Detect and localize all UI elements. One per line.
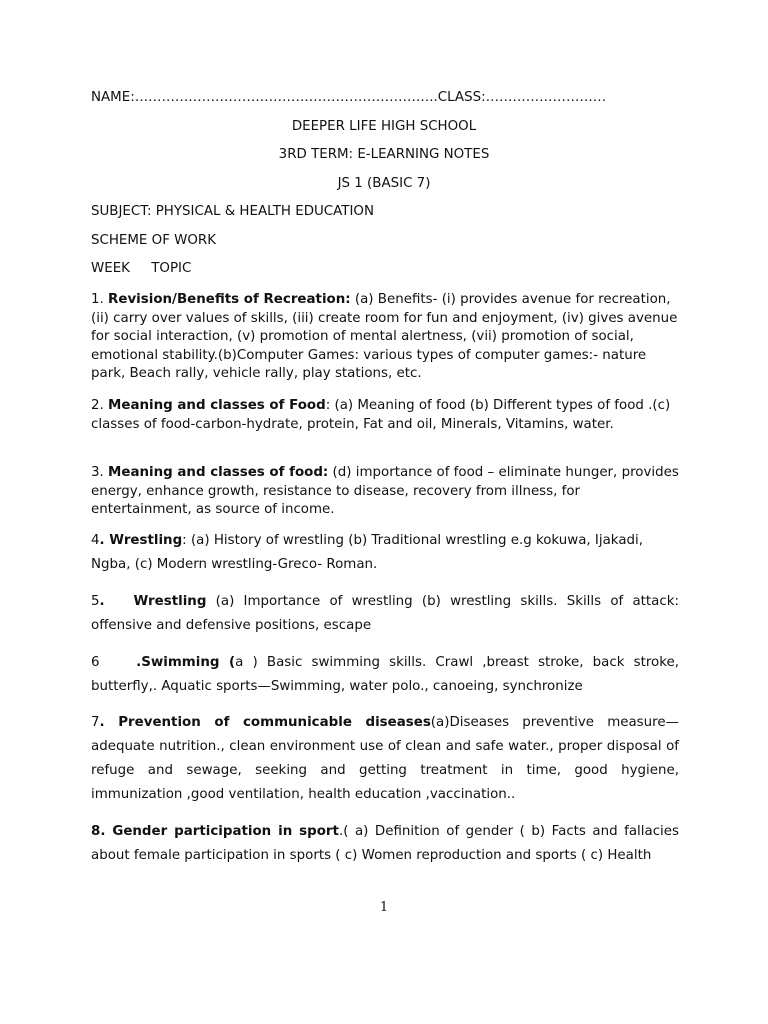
page-number: 1 xyxy=(379,900,389,915)
scheme-heading: SCHEME OF WORK xyxy=(91,233,217,248)
topic-item-4 xyxy=(91,529,679,577)
topic-number: 4 xyxy=(91,533,100,548)
class-title: JS 1 (BASIC 7) xyxy=(337,176,431,191)
topic-title: . Wrestling xyxy=(99,533,183,548)
topic-body: (a)Diseases preventive measure—adequate nutrition., clean environment use of clean and safe water., proper disposal of refuge and sewage, seeking and getting treatment in time, good hygiene, immunization ,good ventilation, health education ,vaccination.. xyxy=(91,715,679,802)
topic-number: 1. xyxy=(91,292,109,307)
topic-item-8 xyxy=(91,820,679,868)
topic-title: Meaning and classes of Food xyxy=(108,398,326,413)
topic-body: a ) Basic swimming skills. Crawl ,breast stroke, back stroke, butterfly,. Aquatic sports—Swimming, water polo., canoeing, synchronize xyxy=(91,655,680,694)
topic-number: 6 xyxy=(91,655,137,670)
topic-body: .( a) Definition of gender ( b) Facts and fallacies about female participation in sports ( c) Women reproduction and sports ( c) Health xyxy=(91,824,679,863)
topic-item-3 xyxy=(91,464,679,520)
topic-body: : (a) History of wrestling (b) Traditional wrestling e.g kokuwa, Ijakadi, Ngba, (c) Modern wrestling-Greco- Roman. xyxy=(91,533,644,572)
topic-number: 3. xyxy=(91,465,109,480)
term-title: 3RD TERM: E-LEARNING NOTES xyxy=(278,147,490,162)
topic-item-5 xyxy=(91,590,679,638)
school-name: DEEPER LIFE HIGH SCHOOL xyxy=(291,119,477,134)
topic-item-2 xyxy=(91,397,679,434)
topic-item-7 xyxy=(91,711,679,807)
topic-body: (a) Importance of wrestling (b) wrestling skills. Skills of attack: offensive and defensive positions, escape xyxy=(91,594,679,633)
topic-title: .Swimming ( xyxy=(136,655,236,670)
topic-item-1 xyxy=(91,291,679,384)
name-class-line: NAME:…………………………………………………………..CLASS:……………………… xyxy=(91,90,607,105)
topic-title: Meaning and classes of food: xyxy=(108,465,329,480)
topic-title: . Prevention of communicable diseases xyxy=(99,715,431,730)
topic-title: . Wrestling xyxy=(99,594,207,609)
topic-body: (a) Benefits- (i) provides avenue for recreation, (ii) carry over values of skills, (iii) create room for fun and enjoyment, (iv) gives avenue for social interaction, (v) promotion of mental alertness, (vii) promotion of social, emotional stability.(b)Computer Games: various types of computer games:- nature park, Beach rally, vehicle rally, play stations, etc. xyxy=(91,292,678,381)
topic-title: 8. Gender participation in sport xyxy=(91,824,339,839)
topic-number: 5 xyxy=(91,594,100,609)
topic-item-6 xyxy=(91,651,679,699)
subject-line: SUBJECT: PHYSICAL & HEALTH EDUCATION xyxy=(91,204,374,219)
topic-body: (d) importance of food – eliminate hunger, provides energy, enhance growth, resistance to disease, recovery from illness, for entertainment, as source of income. xyxy=(91,465,679,517)
topic-body: : (a) Meaning of food (b) Different types of food .(c) classes of food-carbon-hydrate, protein, Fat and oil, Minerals, Vitamins, water. xyxy=(91,398,671,432)
week-topic-heading: WEEK TOPIC xyxy=(91,261,192,276)
topic-number: 2. xyxy=(91,398,109,413)
topic-title: Revision/Benefits of Recreation: xyxy=(108,292,351,307)
topic-number: 7 xyxy=(91,715,100,730)
